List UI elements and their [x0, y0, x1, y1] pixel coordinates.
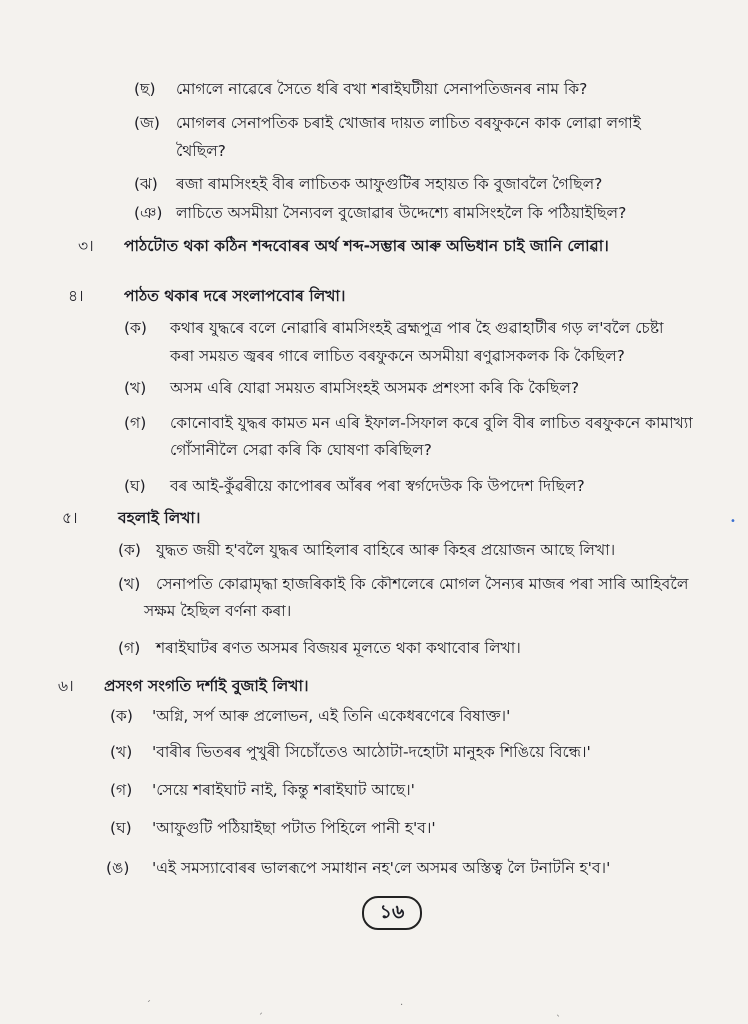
q2-jha-text: ৰজা ৰামসিংহই বীৰ লাচিতক আফুগুটিৰ সহায়ত কি বুজাবলৈ গৈছিল? [176, 175, 603, 193]
q5-ka-text: যুদ্ধত জয়ী হ'বলৈ যুদ্ধৰ আহিলাৰ বাহিৰে আৰু কিহৰ প্ৰয়োজন আছে লিখা। [156, 541, 616, 559]
q2-cha-label: (ছ) [134, 80, 156, 98]
q6-uma-label: (ঙ) [106, 859, 130, 877]
speck-mark: ˎ [556, 1006, 561, 1017]
q5-ga-label: (গ) [118, 639, 141, 657]
q4-kha-text: অসম এৰি যোৱা সময়ত ৰামসিংহই অসমক প্ৰশংসা কৰি কি কৈছিল? [170, 379, 580, 397]
q5-number: ৫। [62, 509, 78, 527]
speck-mark: · [400, 1000, 404, 1011]
q6-gha-text: 'আফুগুটি পঠিয়াইছা পটাত পিহিলে পানী হ'ব।' [152, 819, 436, 837]
speck-mark: • [730, 516, 736, 527]
q6-ka-text: 'অগ্নি, সৰ্প আৰু প্ৰলোভন, এই তিনি একেধৰণেৰে বিষাক্ত।' [152, 707, 511, 725]
q5-ga-text: শৰাইঘাটৰ ৰণত অসমৰ বিজয়ৰ মূলতে থকা কথাবোৰ লিখা। [156, 639, 521, 657]
q6-heading: প্ৰসংগ সংগতি দৰ্শাই বুজাই লিখা। [104, 677, 309, 695]
q4-ka-line2: কৰা সময়ত জ্বৰৰ গাৰে লাচিত বৰফুকনে অসমীয়া ৰণুৱাসকলক কি কৈছিল? [170, 347, 625, 365]
q6-ga-label: (গ) [110, 781, 133, 799]
q5-heading: বহলাই লিখা। [118, 509, 201, 527]
q5-kha-line1: সেনাপতি কোৱামৃদ্ধা হাজৰিকাই কি কৌশলেৰে মোগল সৈন্যৰ মাজৰ পৰা সাৰি আহিবলৈ [156, 575, 689, 593]
q4-heading: পাঠত থকাৰ দৰে সংলাপবোৰ লিখা। [124, 287, 346, 305]
q4-gha-text: বৰ আই-কুঁৱৰীয়ে কাপোৰৰ আঁৰৰ পৰা স্বৰ্গদেউক কি উপদেশ দিছিল? [170, 477, 585, 495]
page-number: ১৬ [362, 896, 422, 930]
q4-ga-label: (গ) [124, 414, 147, 432]
q3-text: পাঠটোত থকা কঠিন শব্দবোৰৰ অৰ্থ শব্দ-সম্ভাৰ আৰু অভিধান চাই জানি লোৱা। [124, 237, 609, 255]
speck-mark: ˏ [258, 1004, 263, 1015]
speck-mark: ˊ [146, 1000, 151, 1011]
q6-number: ৬। [58, 677, 74, 695]
q4-ga-line2: গোঁসানীলৈ সেৱা কৰি কি ঘোষণা কৰিছিল? [170, 441, 432, 459]
q5-kha-label: (খ) [118, 575, 141, 593]
q4-ga-line1: কোনোবাই যুদ্ধৰ কামত মন এৰি ইফাল-সিফাল কৰে বুলি বীৰ লাচিত বৰফুকনে কামাখ্যা [170, 414, 693, 432]
q6-uma-text: 'এই সমস্যাবোৰৰ ভালৰূপে সমাধান নহ'লে অসমৰ অস্তিত্ব লৈ টনাটনি হ'ব।' [152, 859, 611, 877]
q5-ka-label: (ক) [118, 541, 141, 559]
q3-number: ৩। [78, 237, 94, 255]
q4-number: ৪। [68, 287, 84, 305]
q6-ka-label: (ক) [110, 707, 133, 725]
q2-nya-text: লাচিতে অসমীয়া সৈন্যবল বুজোৱাৰ উদ্দেশ্যে ৰামসিংহলৈ কি পঠিয়াইছিল? [176, 204, 627, 222]
q5-kha-line2: সক্ষম হৈছিল বৰ্ণনা কৰা। [144, 602, 292, 620]
q6-kha-label: (খ) [110, 743, 133, 761]
q4-ka-label: (ক) [124, 319, 147, 337]
q6-ga-text: 'সেয়ে শৰাইঘাট নাই, কিন্তু শৰাইঘাট আছে।' [152, 781, 415, 799]
q2-ja-line2: থৈছিল? [176, 142, 226, 160]
q2-nya-label: (ঞ) [134, 204, 163, 222]
q4-kha-label: (খ) [124, 379, 147, 397]
q2-ja-label: (জ) [134, 114, 160, 132]
q4-ka-line1: কথাৰ যুদ্ধৰে বলে নোৱাৰি ৰামসিংহই ব্ৰহ্মপুত্ৰ পাৰ হৈ গুৱাহাটীৰ গড় ল'বলৈ চেষ্টা [170, 319, 664, 337]
q6-gha-label: (ঘ) [110, 819, 132, 837]
q6-kha-text: 'বাৰীৰ ভিতৰৰ পুখুৰী সিচোঁতেও আঠোটা-দহোটা মানুহক শিঙিয়ে বিন্ধে।' [152, 743, 591, 761]
q2-ja-line1: মোগলৰ সেনাপতিক চৰাই খোজাৰ দায়ত লাচিত বৰফুকনে কাক লোৱা লগাই [176, 114, 641, 132]
q2-cha-text: মোগলে নাৱেৰে সৈতে ধৰি বখা শৰাইঘটীয়া সেনাপতিজনৰ নাম কি? [176, 80, 588, 98]
q4-gha-label: (ঘ) [124, 477, 146, 495]
q2-jha-label: (ঝ) [134, 175, 158, 193]
